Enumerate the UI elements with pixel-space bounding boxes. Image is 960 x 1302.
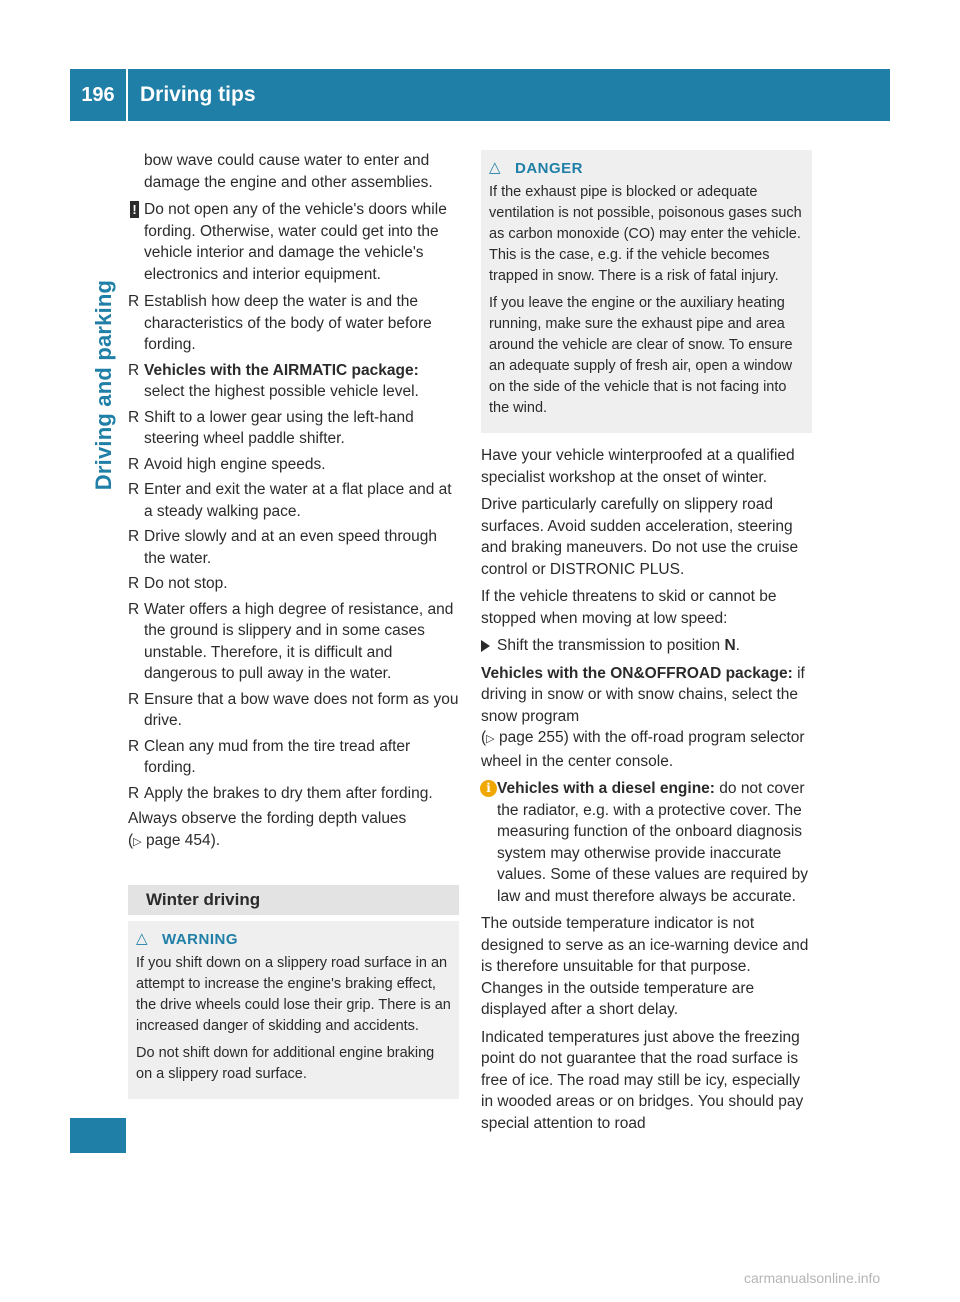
list-item-text: select the highest possible vehicle level. [144,383,419,400]
list-item-text: Shift to a lower gear using the left-hand steering wheel paddle shifter. [144,408,414,447]
list-item [128,736,459,779]
bullet-icon: R [128,575,140,592]
page-ref-icon: ▷ [486,733,495,745]
info-text: do not cover the radiator, e.g. with a protective cover. The measuring function of the onboard diagnosis system may otherwise provide inaccurate values. Some of these values are required by law and must therefore always be accurate. [497,780,809,905]
info-note [481,778,812,907]
list-item [128,526,459,569]
list-item [128,573,459,595]
bullet-icon: R [128,784,140,802]
page-number: 196 [81,83,115,106]
list-item-text: Apply the brakes to dry them after fording. [144,784,433,802]
notice-doors [128,199,459,285]
warning-title-text: WARNING [162,930,238,948]
list-item [128,599,459,685]
list-item [128,291,459,356]
warning-triangle-icon: △ [136,930,149,947]
bullet-icon: R [128,600,140,618]
list-item-text: Water offers a high degree of resistance, and the ground is slippery and in some cases unstable. Therefore, it is difficult and dangerous to pull away in the water. [144,600,454,682]
fording-depth-paragraph: Always observe the fording depth values (▷ page 454). [128,810,407,849]
right-column [481,150,812,1140]
step-arrow-icon [481,640,490,652]
list-item-text: Do not stop. [144,575,228,592]
page-ref-link[interactable]: page 454). [145,831,221,849]
instruction-step: Shift the transmission to position N. [481,635,812,657]
bullet-icon: R [128,455,140,473]
step-text: Shift the transmission to position [497,637,721,654]
list-item-text: Enter and exit the water at a flat place and at a steady walking pace. [144,481,452,520]
list-item-text: Avoid high engine speeds. [144,455,326,473]
section-heading-winter-driving: Winter driving [128,885,459,915]
list-item [128,689,459,732]
fording-bullet-list [128,291,459,804]
list-item-bold: Vehicles with the AIRMATIC package: [144,361,419,379]
danger-paragraph: If you leave the engine or the auxiliary heating running, make sure the exhaust pipe and area around the vehicle are clear of snow. To ensure an adequate supply of fresh air, open a window on the side of the vehicle that is not facing into the wind. [489,295,793,416]
skid-paragraph: If the vehicle threatens to skid or cannot be stopped when moving at low speed: [481,588,777,627]
warning-title [136,927,451,951]
onoffroad-text: if driving in snow or with snow chains, select the snow program [481,664,805,725]
watermark: carmanualsonline.info [744,1270,881,1286]
bullet-icon: R [128,361,140,379]
list-item [128,454,459,476]
warning-triangle-icon: △ [489,159,502,176]
outside-temp-paragraph: The outside temperature indicator is not designed to serve as an ice-warning device and is therefore unsuitable for that purpose. Changes in the outside temperature are displayed after a short delay. [481,915,809,1018]
sidebar-label-text: Driving and parking [91,279,117,491]
winterproof-paragraph: Have your vehicle winterproofed at a qualified specialist workshop at the onset of winter. [481,447,795,486]
list-item-text: Ensure that a bow wave does not form as you drive. [144,690,459,729]
sidebar-marker [70,1118,126,1153]
list-item [128,479,459,522]
danger-box [481,150,812,433]
header-bar [70,69,890,121]
page-ref-icon: ▷ [133,835,142,848]
exclamation-icon: ! [130,201,139,218]
danger-paragraph: If the exhaust pipe is blocked or adequate ventilation is not possible, poisonous gases such as carbon monoxide (CO) may enter the vehicle. This is the case, e.g. if the vehicle becomes trapped in snow. There is a risk of fatal injury. [489,184,802,284]
bullet-icon: R [128,408,140,426]
onoffroad-paragraph: Vehicles with the ON&OFFROAD package: if driving in snow or with snow chains, select the snow program (▷ page 255) with the off-road program selector wheel in the center console. [481,664,805,770]
list-item [128,407,459,450]
continued-paragraph: bow wave could cause water to enter and damage the engine and other assemblies. [144,152,433,191]
warning-paragraph: If you shift down on a slippery road surface in an attempt to increase the engine's braking effect, the drive wheels could lose their grip. There is an increased danger of skidding and accidents. [136,955,451,1034]
notice-text: Do not open any of the vehicle's doors while fording. Otherwise, water could get into the vehicle interior and damage the vehicle's electronics and interior equipment. [144,201,447,283]
bullet-icon: R [128,737,140,755]
info-icon: i [480,780,497,797]
danger-title [489,156,804,180]
left-column [128,150,459,1099]
bullet-icon: R [128,690,140,708]
list-item [128,783,459,805]
freezing-point-paragraph: Indicated temperatures just above the freezing point do not guarantee that the road surface is free of ice. The road may still be icy, especially in wooded areas or on bridges. You should pay special attention to road [481,1028,804,1132]
list-item [128,360,459,403]
sidebar-chapter-label [84,250,124,520]
warning-box [128,921,459,1099]
warning-paragraph: Do not shift down for additional engine braking on a slippery road surface. [136,1045,435,1082]
danger-title-text: DANGER [515,159,584,177]
page-title: Driving tips [140,83,256,106]
page-ref-link[interactable]: page 255) with the off-road program selector wheel in the center console. [481,729,805,770]
fording-depth-text: Always observe the fording depth values [128,810,407,827]
slippery-paragraph: Drive particularly carefully on slippery road surfaces. Avoid sudden acceleration, steering and braking maneuvers. Do not use the cruise control or DISTRONIC PLUS. [481,496,799,578]
list-item-text: Clean any mud from the tire tread after fording. [144,737,411,776]
list-item-text: Establish how deep the water is and the characteristics of the body of water before fording. [144,293,432,353]
bullet-icon: R [128,528,140,545]
bullet-icon: R [128,481,140,498]
info-bold: Vehicles with a diesel engine: [497,780,715,797]
bullet-icon: R [128,293,140,310]
step-position: N [724,637,736,654]
onoffroad-bold: Vehicles with the ON&OFFROAD package: [481,664,793,682]
list-item-text: Drive slowly and at an even speed through the water. [144,528,437,567]
